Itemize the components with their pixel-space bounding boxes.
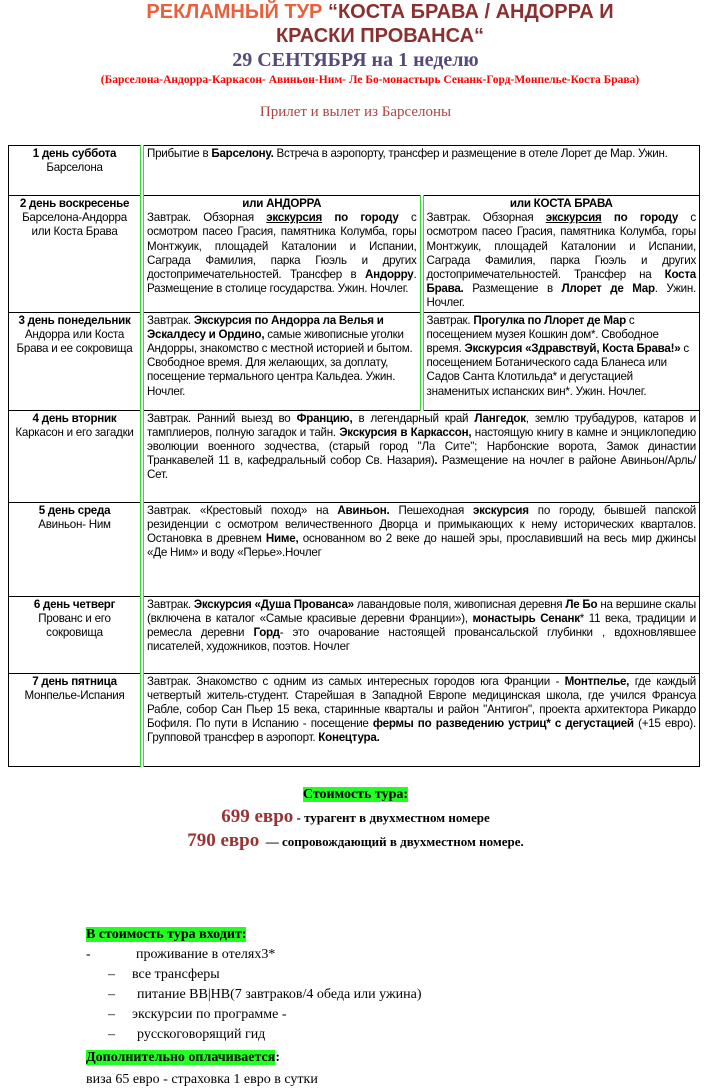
extra-title: Дополнительно оплачивается bbox=[86, 1049, 276, 1065]
day-place: Монпелье-Испания bbox=[24, 688, 125, 702]
text-segment: (+15 евро). Групповой трансфер в аэропорт. bbox=[147, 717, 696, 745]
option-andorra bbox=[142, 312, 421, 410]
text-segment: Завтрак. bbox=[426, 313, 474, 327]
price-label: Стоимость тура: bbox=[302, 786, 409, 802]
day-label: 3 день понедельник bbox=[18, 313, 131, 327]
text-segment: Завтрак. Обзорная bbox=[426, 211, 546, 225]
flight-info: Прилет и вылет из Барселоны bbox=[259, 104, 452, 120]
list-item: - проживание в отелях3* bbox=[86, 946, 276, 962]
text-segment: по городу bbox=[601, 211, 679, 225]
text-segment: по городу bbox=[322, 211, 399, 225]
day-place: Барселона-Андорра или Коста Брава bbox=[22, 211, 127, 239]
list-item: – экскурсии по программе - bbox=[108, 1006, 287, 1022]
text-segment: по городу, бывшей папской резиденции с осмотром величественного Дворца и примыкающих к нему исторических кварталов. Остановка в древнем bbox=[147, 503, 696, 546]
text-segment: Францию, bbox=[296, 411, 353, 425]
day-cell bbox=[9, 196, 143, 313]
included-title: В стоимость тура входит: bbox=[86, 926, 247, 942]
day-cell bbox=[9, 502, 143, 596]
text-segment: фермы по разведению устриц* с дегустацией bbox=[372, 717, 634, 731]
option-costa-brava bbox=[422, 196, 700, 313]
day-cell bbox=[9, 312, 143, 410]
text-segment: на вершине скалы (включена в каталог «Самые красивые деревни Франции»), bbox=[147, 597, 696, 625]
text-segment: Экскурсия в Каркассон, bbox=[339, 425, 472, 439]
text-segment: где каждый четвертый житель-студент. Старейшая в Западной Европе медицинская школа, где учился Франсуа Рабле, собор Сан Пьер 15 века, старинные кварталы и район "Антигон", проекта архитектора Рикардо Бофиля. По пути в Испанию - посещение bbox=[147, 674, 697, 731]
text-segment: экскурсия bbox=[266, 211, 323, 225]
day-place: Андорра или Коста Брава и ее сокровища bbox=[16, 327, 133, 356]
day-label: 6 день четверг bbox=[33, 597, 116, 611]
day-label: 5 день среда bbox=[38, 503, 111, 517]
text-segment: Прогулка по Ллорет де Мар bbox=[473, 313, 626, 327]
day-place: Прованс и его сокровища bbox=[38, 611, 111, 640]
extra-text: виза 65 евро - страховка 1 евро в сутки bbox=[86, 1071, 318, 1087]
text-segment: Завтрак. Ранний выезд во bbox=[147, 411, 297, 425]
day-description bbox=[142, 502, 699, 596]
text-segment: Завтрак. bbox=[147, 313, 194, 327]
text-segment: самые живописные уголки Андорры, знакомство с местной историей и бытом. Свободное время. Для желающих, за доплату, посещение термального центра Кальдеа. Ужин. Ночлег. bbox=[147, 327, 413, 398]
text-segment: с посещением музея Кошкин дом*. Свободное время. bbox=[426, 313, 659, 356]
table-row bbox=[9, 410, 700, 502]
text-segment: Размещение в bbox=[463, 282, 562, 296]
day-cell bbox=[9, 673, 143, 766]
day-place: Авиньон- Ним bbox=[38, 517, 111, 531]
tour-route: (Барселона-Андорра-Каркасон- Авиньон-Ним- Ле Бо-монастырь Сенанк-Горд-Монпелье-Коста Брава) bbox=[100, 74, 640, 86]
text-segment: Авиньон. bbox=[337, 503, 390, 517]
table-row bbox=[9, 596, 700, 673]
day-cell bbox=[9, 410, 143, 502]
text-segment: Коста Брава. bbox=[426, 268, 696, 296]
text-segment: Экскурсия по Андорра ла Велья и Эскалдесу и Ордино, bbox=[147, 313, 384, 341]
text-segment: Прибытие в bbox=[147, 147, 212, 160]
price-row-companion: 790 евро — сопровождающий в двухместном номере. bbox=[187, 829, 524, 851]
text-segment: Завтрак. Обзорная bbox=[147, 211, 267, 225]
text-segment: Завтрак. bbox=[147, 597, 194, 611]
option-title: или КОСТА БРАВА bbox=[509, 197, 613, 210]
text-segment: Барселону. bbox=[211, 147, 274, 160]
text-segment: с осмотром пасео Грасия, памятника Колумба, горы Монтжуик, площадей Каталонии и Испании, Саграда Фамилия, парка Гюэль и других достопримечательностей. Трансфер на bbox=[426, 211, 696, 282]
included-section: В стоимость тура входит: - проживание в отелях3* – все трансферы – питание BB|HB(7 завтраков/4 обеда или ужина) – экскурсии по программе - – русскоговорящий гид Дополнительно оплачивается: виза 65 евро - страховка 1 евро в сутки bbox=[86, 925, 711, 1089]
table-row bbox=[9, 502, 700, 596]
day-label: 7 день пятница bbox=[32, 674, 117, 688]
text-segment: настоящую книгу в камне и энциклопедию эволюции военного зодчества, (старый город "Ла Сите"; Нарбонские ворота, Замок династии Транкавелей 11 в, кафедральный собор Св. Назария) bbox=[147, 425, 696, 468]
list-item: – питание BB|HB(7 завтраков/4 обеда или ужина) bbox=[108, 986, 422, 1002]
page-title: РЕКЛАМНЫЙ ТУР “КОСТА БРАВА / АНДОРРА И КРАСКИ ПРОВАНСА“ bbox=[146, 1, 614, 47]
text-segment: Конецтура. bbox=[318, 731, 380, 745]
day-label: 1 день суббота bbox=[32, 147, 117, 160]
day-description bbox=[142, 146, 699, 196]
text-segment: Лангедок bbox=[474, 411, 526, 425]
itinerary-table bbox=[8, 145, 700, 767]
list-item: – русскоговорящий гид bbox=[108, 1026, 266, 1042]
text-segment: * 11 века, традиции и ремесла деревни bbox=[147, 611, 696, 640]
option-andorra bbox=[142, 196, 421, 313]
text-segment: с посещением Ботанического сада Бланеса или Садов Санта Клотильда* и дегустацией знаменитых испанских вин*. Ужин. Ночлег. bbox=[426, 342, 689, 398]
text-segment: . bbox=[434, 454, 438, 468]
text-segment: Экскурсия «Здравствуй, Коста Брава!» bbox=[464, 342, 681, 356]
text-segment: . Ужин. Ночлег. bbox=[426, 282, 697, 310]
text-segment: Ниме, bbox=[265, 532, 299, 546]
text-segment: основанном во 2 веке до нашей эры, прославивший на весь мир джинсы «Де Ним» и воду «Перье».Ночлег bbox=[147, 532, 696, 560]
day-description bbox=[142, 673, 699, 766]
day-description bbox=[142, 596, 699, 673]
text-segment: с осмотром пасео Грасия, памятника Колумба, горы Монтжуик, площадей Каталонии и Испании, Саграда Фамилия, парка Гюэль и других достопримечательностей. Трансфер в bbox=[147, 211, 417, 282]
option-costa-brava bbox=[422, 312, 700, 410]
text-segment: . Размещение в столице государства. Ужин. Ночлег. bbox=[147, 268, 417, 296]
text-segment: - это очарование настоящей провансальской глубинки , вдохновлявшее писателей, художников, поэтов. Ночлег bbox=[147, 626, 696, 654]
text-segment: Размещение на ночлег в районе Авиньон/Арль/Сет. bbox=[147, 454, 696, 482]
text-segment: Монтпелье, bbox=[564, 674, 630, 688]
text-segment: Завтрак. «Крестовый поход» на bbox=[147, 503, 338, 517]
text-segment: Андорру bbox=[364, 268, 414, 282]
tour-date: 29 СЕНТЯБРЯ на 1 неделю bbox=[232, 49, 479, 71]
text-segment: лавандовые поля, живописная деревня bbox=[353, 597, 566, 611]
text-segment: , землю трубадуров, катаров и тамплиеров, полную загадок и тайн. bbox=[147, 411, 697, 439]
option-title: или АНДОРРА bbox=[242, 197, 322, 210]
day-description bbox=[142, 410, 699, 502]
text-segment: экскурсия bbox=[545, 211, 602, 225]
text-segment: Завтрак. Знакомство с одним из самых интересных городов юга Франции - bbox=[147, 674, 565, 688]
day-cell bbox=[9, 596, 143, 673]
day-cell bbox=[9, 146, 143, 196]
table-row bbox=[9, 673, 700, 766]
text-segment: Ле Бо bbox=[565, 597, 598, 611]
text-segment: в легендарный край bbox=[352, 411, 475, 425]
text-segment: Встреча в аэропорту, трансфер и размещение в отеле Лорет де Мар. Ужин. bbox=[273, 147, 668, 160]
text-segment: Ллорет де Мар bbox=[561, 282, 655, 296]
list-item: – все трансферы bbox=[108, 966, 220, 982]
day-label: 2 день воскресенье bbox=[19, 197, 130, 210]
text-segment: монастырь Сенанк bbox=[472, 611, 580, 625]
day-place: Каркасон и его загадки bbox=[15, 425, 134, 439]
day-label: 4 день вторник bbox=[32, 411, 117, 425]
text-segment: Горд bbox=[253, 626, 280, 640]
text-segment: Экскурсия «Душа Прованса» bbox=[193, 597, 354, 611]
table-row bbox=[9, 146, 700, 196]
text-segment: Пешеходная bbox=[389, 503, 474, 517]
price-row-agent: 699 евро - турагент в двухместном номере bbox=[221, 805, 490, 827]
text-segment: экскурсия bbox=[473, 503, 529, 517]
day-place: Барселона bbox=[46, 161, 103, 175]
table-row bbox=[9, 196, 700, 313]
table-row bbox=[9, 312, 700, 410]
